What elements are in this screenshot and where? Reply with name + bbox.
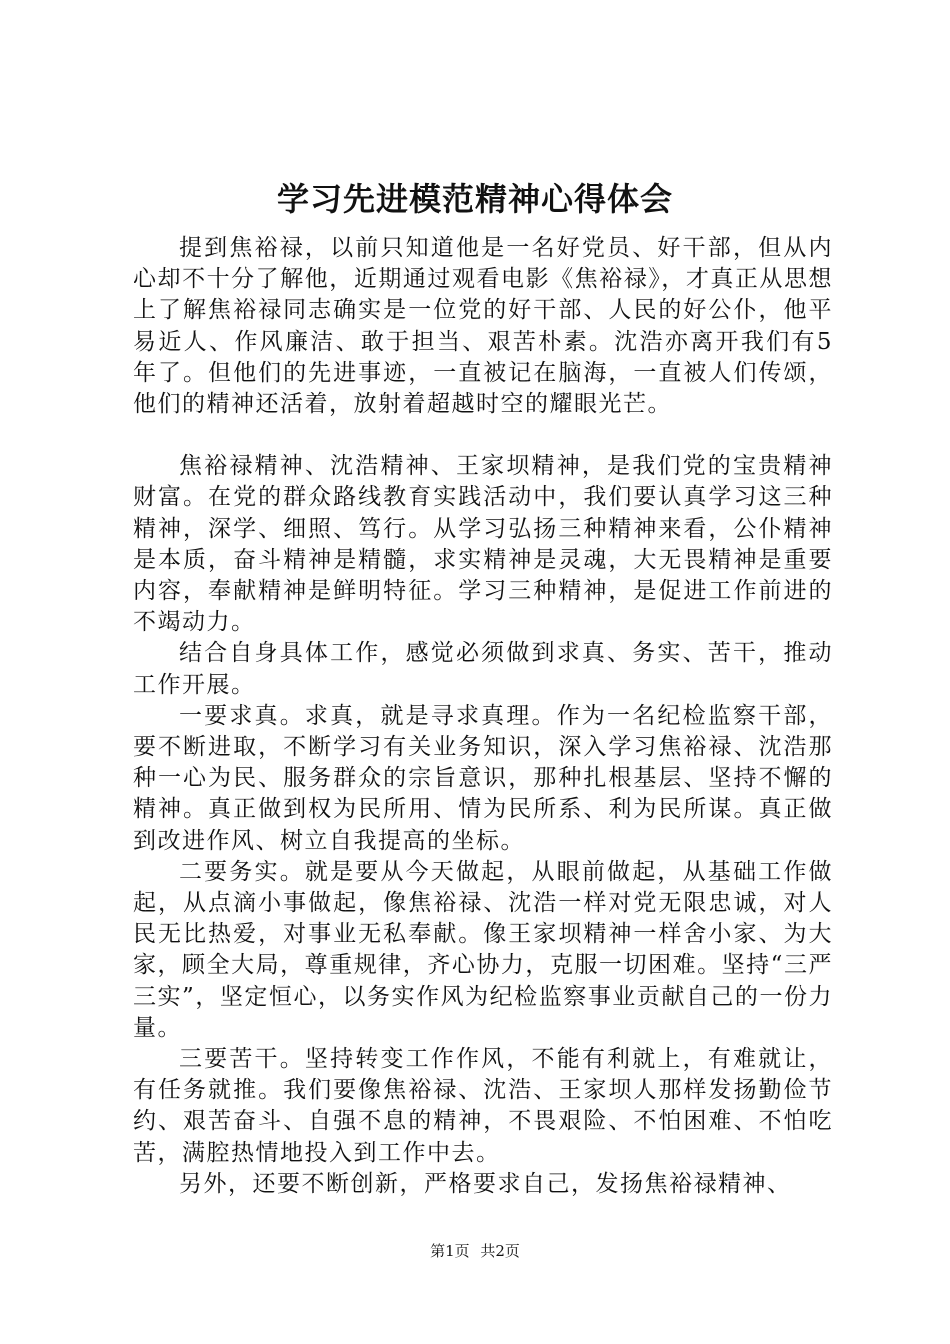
paragraph-spirit: 焦裕禄精神、沈浩精神、王家坝精神，是我们党的宝贵精神财富。在党的群众路线教育实践活动中，我们要认真学习这三种精神，深学、细照、笃行。从学习弘扬三种精神来看，公仆精神是本质，奋斗精神是精髓，求实精神是灵魂，大无畏精神是重要内容，奉献精神是鲜明特征。学习三种精神，是促进工作前进的不竭动力。 [133,453,833,636]
page-number: 第1页 [430,1242,470,1260]
paragraph-innovation: 另外，还要不断创新，严格要求自己，发扬焦裕禄精神、 [179,1170,792,1197]
paragraph-intro: 提到焦裕禄，以前只知道他是一名好党员、好干部，但从内心却不十分了解他，近期通过观看电影《焦裕禄》，才真正从思想上了解焦裕禄同志确实是一位党的好干部、人民的好公仆，他平易近人、作风廉洁、敢于担当、艰苦朴素。沈浩亦离开我们有5年了。但他们的先进事迹，一直被记在脑海，一直被人们传颂，他们的精神还活着，放射着超越时空的耀眼光芒。 [133,235,833,418]
document-body [133,233,833,1200]
paragraph-summary: 结合自身具体工作，感觉必须做到求真、务实、苦干，推动工作开展。 [133,640,833,698]
page-total: 共2页 [480,1242,520,1260]
page-footer [0,1242,950,1260]
paragraph-truth: 一要求真。求真，就是寻求真理。作为一名纪检监察干部，要不断进取，不断学习有关业务知识，深入学习焦裕禄、沈浩那种一心为民、服务群众的宗旨意识，那种扎根基层、坚持不懈的精神。真正做到权为民所用、情为民所系、利为民所谋。真正做到改进作风、树立自我提高的坐标。 [133,702,833,854]
paragraph-practical: 二要务实。就是要从今天做起，从眼前做起，从基础工作做起，从点滴小事做起，像焦裕禄、沈浩一样对党无限忠诚，对人民无比热爱，对事业无私奉献。像王家坝精神一样舍小家、为大家，顾全大局，尊重规律，齐心协力，克服一切困难。坚持“三严三实”，坚定恒心，以务实作风为纪检监察事业贡献自己的一份力量。 [133,858,833,1041]
paragraph-hardwork: 三要苦干。坚持转变工作作风，不能有利就上，有难就让，有任务就推。我们要像焦裕禄、沈浩、王家坝人那样发扬勤俭节约、艰苦奋斗、自强不息的精神，不畏艰险、不怕困难、不怕吃苦，满腔热情地投入到工作中去。 [133,1046,833,1166]
page-title: 学习先进模范精神心得体会 [276,180,673,218]
